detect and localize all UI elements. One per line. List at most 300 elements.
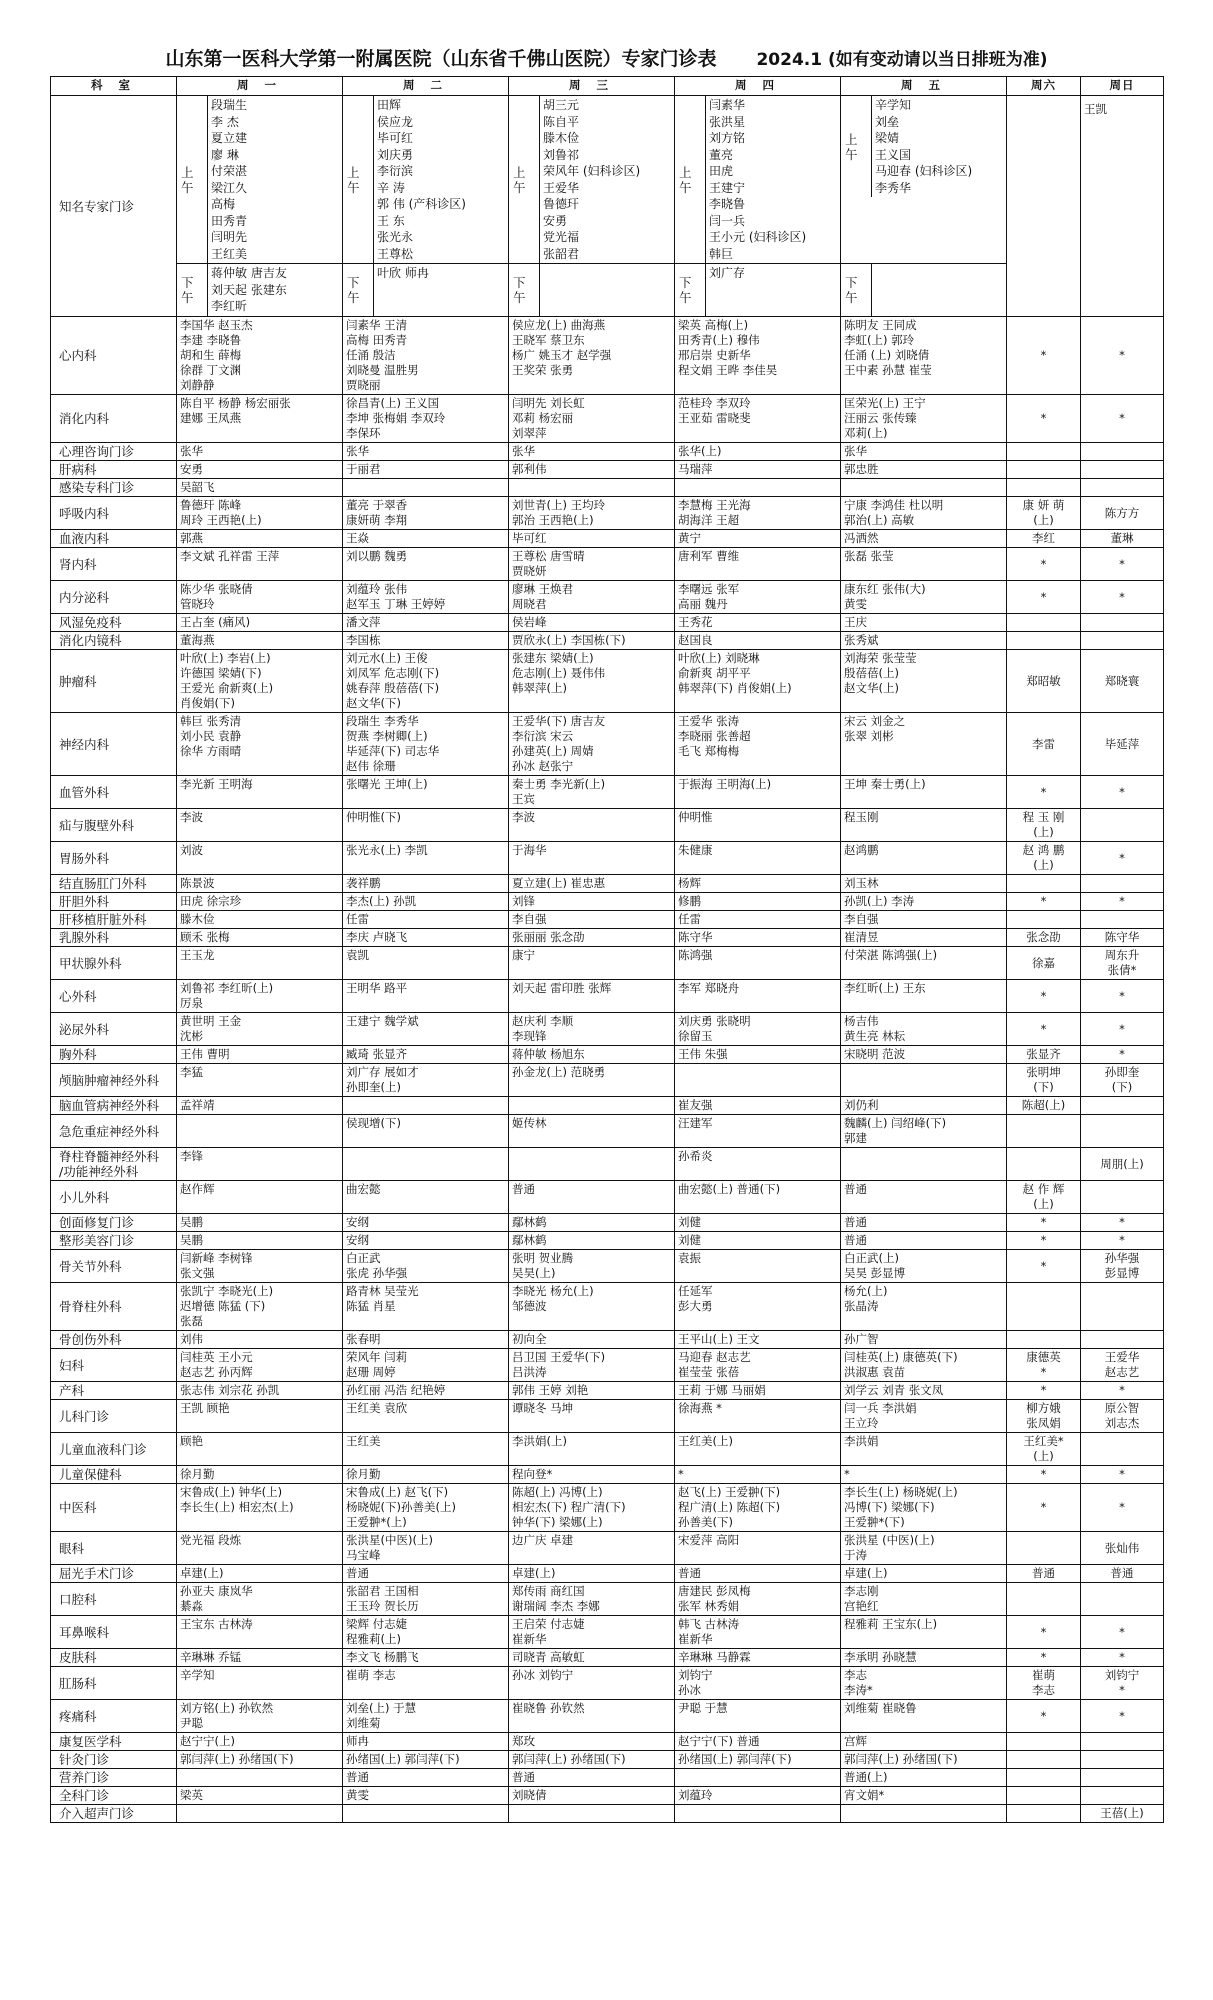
famous-fri-am — [841, 96, 1007, 264]
slot-mon: 顾艳 — [177, 1433, 343, 1466]
slot-sun: 孙即奎 (下) — [1081, 1064, 1164, 1097]
slot-sun: * — [1081, 1616, 1164, 1649]
slot-sun — [1081, 1115, 1164, 1148]
slot-sun — [1081, 632, 1164, 650]
schedule-row — [51, 1466, 1164, 1484]
slot-tue: 段瑞生 李秀华 贺燕 李树卿(上) 毕延萍(下) 司志华 赵伟 徐珊 — [343, 713, 509, 776]
slot-tue: 刘以鹏 魏勇 — [343, 548, 509, 581]
famous-mon-am — [177, 96, 343, 264]
slot-thu: 王平山(上) 王文 — [675, 1331, 841, 1349]
slot-sun — [1081, 1583, 1164, 1616]
slot-tue: 路青林 吴莹光 陈猛 肖星 — [343, 1283, 509, 1331]
dept-name: 肝病科 — [51, 461, 177, 479]
famous-tue-am — [343, 96, 509, 264]
slot-tue: 白正武 张虎 孙华强 — [343, 1250, 509, 1283]
slot-fri: 普通 — [841, 1232, 1007, 1250]
dept-name: 结直肠肛门外科 — [51, 875, 177, 893]
slot-fri: 康东红 张伟(大) 黄雯 — [841, 581, 1007, 614]
famous-sun: 王凯 — [1081, 96, 1164, 317]
slot-thu: 曲宏懿(上) 普通(下) — [675, 1181, 841, 1214]
famous-tue-pm — [343, 264, 509, 317]
dept-name: 骨创伤外科 — [51, 1331, 177, 1349]
slot-thu: 孙希炎 — [675, 1148, 841, 1181]
clinic-schedule-table — [50, 76, 1164, 1823]
slot-wed — [509, 1097, 675, 1115]
slot-wed: 普通 — [509, 1181, 675, 1214]
slot-thu: 马瑞萍 — [675, 461, 841, 479]
slot-mon: 陈自平 杨静 杨宏丽张 建娜 王凤燕 — [177, 395, 343, 443]
slot-sat — [1007, 1769, 1081, 1787]
slot-tue: 臧琦 张显齐 — [343, 1046, 509, 1064]
slot-wed: 鄢林鹤 — [509, 1214, 675, 1232]
am-label: 上 午 — [343, 96, 374, 263]
dept-name: 血液内科 — [51, 530, 177, 548]
slot-fri: 杨允(上) 张晶涛 — [841, 1283, 1007, 1331]
slot-mon: 李锋 — [177, 1148, 343, 1181]
slot-thu — [675, 1064, 841, 1097]
slot-sat: 李雷 — [1007, 713, 1081, 776]
slot-fri: 冯洒然 — [841, 530, 1007, 548]
dept-name: 口腔科 — [51, 1583, 177, 1616]
schedule-row — [51, 650, 1164, 713]
slot-sun — [1081, 875, 1164, 893]
slot-tue: 王红美 — [343, 1433, 509, 1466]
schedule-row — [51, 395, 1164, 443]
slot-tue — [343, 1805, 509, 1823]
schedule-row — [51, 497, 1164, 530]
slot-wed: 李洪娟(上) — [509, 1433, 675, 1466]
dept-name: 疝与腹壁外科 — [51, 809, 177, 842]
slot-wed: 郑传雨 商红国 谢瑞阔 李杰 李娜 — [509, 1583, 675, 1616]
slot-sat — [1007, 1805, 1081, 1823]
slot-sat: * — [1007, 1013, 1081, 1046]
dept-name: 胸外科 — [51, 1046, 177, 1064]
slot-wed: 谭晓冬 马坤 — [509, 1400, 675, 1433]
dept-name: 乳腺外科 — [51, 929, 177, 947]
schedule-row — [51, 1649, 1164, 1667]
slot-thu: 张华(上) — [675, 443, 841, 461]
dept-name: 甲状腺外科 — [51, 947, 177, 980]
schedule-row — [51, 614, 1164, 632]
slot-tue: 任雷 — [343, 911, 509, 929]
col-header-dept: 科 室 — [51, 77, 177, 96]
slot-wed: 张明 贺业腾 吴昊(上) — [509, 1250, 675, 1283]
slot-tue: 张洪星(中医)(上) 马宝峰 — [343, 1532, 509, 1565]
slot-mon: 王凯 顾艳 — [177, 1400, 343, 1433]
famous-thu-am — [675, 96, 841, 264]
slot-tue: 普通 — [343, 1769, 509, 1787]
schedule-row — [51, 443, 1164, 461]
slot-thu: 陈守华 — [675, 929, 841, 947]
slot-sun: * — [1081, 842, 1164, 875]
dept-name: 脑血管病神经外科 — [51, 1097, 177, 1115]
slot-wed: 刘世青(上) 王均玲 郭治 王西艳(上) — [509, 497, 675, 530]
slot-thu — [675, 1805, 841, 1823]
schedule-row — [51, 1115, 1164, 1148]
slot-tue: 刘元水(上) 王俊 刘凤军 危志刚(下) 姚春萍 殷蓓蓓(下) 赵文华(下) — [343, 650, 509, 713]
slot-sat: * — [1007, 1232, 1081, 1250]
slot-wed: 王启荣 付志婕 崔新华 — [509, 1616, 675, 1649]
slot-thu: 赵国良 — [675, 632, 841, 650]
slot-wed: 蒋仲敏 杨旭东 — [509, 1046, 675, 1064]
slot-tue: 于丽君 — [343, 461, 509, 479]
famous-wed-pm — [509, 264, 675, 317]
am-label: 上 午 — [177, 96, 208, 263]
title-date-note: 2024.1 (如有变动请以当日排班为准) — [756, 50, 1048, 70]
slot-sun: * — [1081, 980, 1164, 1013]
slot-sun: * — [1081, 395, 1164, 443]
dept-name: 肝移植肝脏外科 — [51, 911, 177, 929]
slot-tue: 徐月勤 — [343, 1466, 509, 1484]
slot-wed: 边广庆 卓建 — [509, 1532, 675, 1565]
slot-sun: * — [1081, 1649, 1164, 1667]
slot-mon: 孙亚夫 康岚华 綦淼 — [177, 1583, 343, 1616]
schedule-row — [51, 1181, 1164, 1214]
dept-name: 儿童血液科门诊 — [51, 1433, 177, 1466]
slot-sun: 董琳 — [1081, 530, 1164, 548]
slot-wed: 初向全 — [509, 1331, 675, 1349]
slot-tue: 李杰(上) 孙凯 — [343, 893, 509, 911]
slot-tue: 张春明 — [343, 1331, 509, 1349]
am-label: 上 午 — [675, 96, 706, 263]
dept-name: 肛肠科 — [51, 1667, 177, 1700]
slot-mon: 鲁德玕 陈峰 周玲 王西艳(上) — [177, 497, 343, 530]
slot-mon: 董海燕 — [177, 632, 343, 650]
slot-wed — [509, 1805, 675, 1823]
dept-name: 骨脊柱外科 — [51, 1283, 177, 1331]
slot-mon: 孟祥靖 — [177, 1097, 343, 1115]
slot-mon: 顾禾 张梅 — [177, 929, 343, 947]
dept-name: 心外科 — [51, 980, 177, 1013]
schedule-row — [51, 1382, 1164, 1400]
slot-sun: 陈方方 — [1081, 497, 1164, 530]
schedule-row — [51, 1400, 1164, 1433]
slot-sat: * — [1007, 1484, 1081, 1532]
slot-fri: 李承明 孙晓慧 — [841, 1649, 1007, 1667]
slot-mon: 王占奎 (痛风) — [177, 614, 343, 632]
slot-wed: 毕可红 — [509, 530, 675, 548]
slot-sun — [1081, 479, 1164, 497]
slot-thu: 汪建军 — [675, 1115, 841, 1148]
slot-fri: 张洪星 (中医)(上) 于涛 — [841, 1532, 1007, 1565]
schedule-row — [51, 1064, 1164, 1097]
famous-expert-row-pm — [51, 264, 1164, 317]
slot-tue: 孙红丽 冯浩 纪艳婷 — [343, 1382, 509, 1400]
slot-tue: 张曙光 王坤(上) — [343, 776, 509, 809]
slot-sat — [1007, 1751, 1081, 1769]
slot-tue: 袁凯 — [343, 947, 509, 980]
slot-mon — [177, 1115, 343, 1148]
slot-sun — [1081, 1769, 1164, 1787]
slot-thu: 王秀花 — [675, 614, 841, 632]
slot-sun: 周朋(上) — [1081, 1148, 1164, 1181]
slot-sun — [1081, 614, 1164, 632]
slot-sun — [1081, 911, 1164, 929]
slot-sat — [1007, 1148, 1081, 1181]
slot-wed: 姬传林 — [509, 1115, 675, 1148]
slot-wed: 康宁 — [509, 947, 675, 980]
schedule-row — [51, 929, 1164, 947]
slot-sun: * — [1081, 1046, 1164, 1064]
slot-sat: * — [1007, 893, 1081, 911]
slot-mon: 滕木俭 — [177, 911, 343, 929]
slot-thu: 黄宁 — [675, 530, 841, 548]
slot-fri: 赵鸿鹏 — [841, 842, 1007, 875]
slot-fri: 刘仍利 — [841, 1097, 1007, 1115]
slot-mon: 刘波 — [177, 842, 343, 875]
slot-fri — [841, 1148, 1007, 1181]
slot-thu: 刘庆勇 张晓明 徐留玉 — [675, 1013, 841, 1046]
slot-wed: 郭利伟 — [509, 461, 675, 479]
slot-wed: 王爱华(下) 唐吉友 李衍滨 宋云 孙建英(上) 周婧 孙冰 赵张宁 — [509, 713, 675, 776]
slot-thu: 赵飞(上) 王爱翀(下) 程广清(上) 陈超(下) 孙善美(下) — [675, 1484, 841, 1532]
slot-sat — [1007, 1283, 1081, 1331]
slot-sun: * — [1081, 1382, 1164, 1400]
slot-tue: 王明华 路平 — [343, 980, 509, 1013]
slot-fri — [841, 1805, 1007, 1823]
slot-sun: 普通 — [1081, 1565, 1164, 1583]
schedule-row — [51, 947, 1164, 980]
slot-fri: 李洪娟 — [841, 1433, 1007, 1466]
slot-thu: 唐利军 曹维 — [675, 548, 841, 581]
slot-tue: 普通 — [343, 1565, 509, 1583]
slot-tue: 袭祥鹏 — [343, 875, 509, 893]
slot-mon: 张华 — [177, 443, 343, 461]
slot-fri: 普通 — [841, 1181, 1007, 1214]
slot-fri: 郭闫萍(上) 孙绪国(下) — [841, 1751, 1007, 1769]
dept-name: 感染专科门诊 — [51, 479, 177, 497]
col-header-sun: 周日 — [1081, 77, 1164, 96]
famous-fri-pm — [841, 264, 1007, 317]
slot-wed: 吕卫国 王爱华(下) 吕洪涛 — [509, 1349, 675, 1382]
slot-sun: * — [1081, 1214, 1164, 1232]
slot-wed: 刘晓倩 — [509, 1787, 675, 1805]
slot-tue: 徐昌青(上) 王义国 李坤 张梅娟 李双玲 李保环 — [343, 395, 509, 443]
dept-name: 血管外科 — [51, 776, 177, 809]
slot-sun: * — [1081, 1484, 1164, 1532]
slot-wed: 司晓青 高敏虹 — [509, 1649, 675, 1667]
slot-sun: * — [1081, 776, 1164, 809]
slot-sun — [1081, 1331, 1164, 1349]
slot-tue: 王红美 袁欣 — [343, 1400, 509, 1433]
schedule-row — [51, 1751, 1164, 1769]
slot-sat: 赵 作 辉 (上) — [1007, 1181, 1081, 1214]
slot-thu — [675, 479, 841, 497]
slot-wed: 王尊松 唐雪晴 贾晓妍 — [509, 548, 675, 581]
slot-sun: * — [1081, 1013, 1164, 1046]
slot-mon: 吴鹏 — [177, 1232, 343, 1250]
slot-thu: 辛琳琳 马静霖 — [675, 1649, 841, 1667]
slot-sat: 张显齐 — [1007, 1046, 1081, 1064]
slot-sat: * — [1007, 1250, 1081, 1283]
slot-tue: 黄雯 — [343, 1787, 509, 1805]
slot-wed: 闫明先 刘长虹 邓莉 杨宏丽 刘翠萍 — [509, 395, 675, 443]
famous-thu-pm-names: 刘广存 — [709, 266, 746, 280]
slot-mon: 韩巨 张秀清 刘小民 袁静 徐华 方雨晴 — [177, 713, 343, 776]
dept-name: 康复医学科 — [51, 1733, 177, 1751]
slot-thu: 杨辉 — [675, 875, 841, 893]
slot-fri: 李自强 — [841, 911, 1007, 929]
dept-name: 急危重症神经外科 — [51, 1115, 177, 1148]
slot-wed: 廖琳 王焕君 周晓君 — [509, 581, 675, 614]
slot-sat: * — [1007, 395, 1081, 443]
dept-name: 营养门诊 — [51, 1769, 177, 1787]
slot-wed — [509, 479, 675, 497]
slot-wed: 孙冰 刘钧宁 — [509, 1667, 675, 1700]
famous-tue-am-names: 田辉 侯应龙 毕可红 刘庆勇 李衍滨 辛 涛 郭 伟 (产科诊区) 王 东 张光永 王尊松 — [377, 98, 466, 261]
slot-wed: 秦士勇 李光新(上) 王宾 — [509, 776, 675, 809]
slot-thu: 王红美(上) — [675, 1433, 841, 1466]
slot-sat: 崔萌 李志 — [1007, 1667, 1081, 1700]
slot-mon: 李光新 王明海 — [177, 776, 343, 809]
slot-mon: 宋鲁成(上) 钟华(上) 李长生(上) 相宏杰(上) — [177, 1484, 343, 1532]
slot-tue: 师冉 — [343, 1733, 509, 1751]
schedule-row — [51, 1583, 1164, 1616]
slot-wed: 普通 — [509, 1769, 675, 1787]
schedule-row — [51, 530, 1164, 548]
slot-wed: 贾欣永(上) 李国栋(下) — [509, 632, 675, 650]
slot-sat: 郑昭敏 — [1007, 650, 1081, 713]
slot-tue: 董亮 于翠香 康妍萌 李翔 — [343, 497, 509, 530]
slot-thu: 仲明惟 — [675, 809, 841, 842]
dept-name: 颅脑肿瘤神经外科 — [51, 1064, 177, 1097]
slot-thu: 梁英 高梅(上) 田秀青(上) 穆伟 邢启崇 史新华 程文娟 王晔 李佳昊 — [675, 317, 841, 395]
slot-sat: * — [1007, 1466, 1081, 1484]
slot-sun — [1081, 443, 1164, 461]
slot-fri: 郭忠胜 — [841, 461, 1007, 479]
pm-label: 下 午 — [841, 264, 872, 316]
dept-name: 骨关节外科 — [51, 1250, 177, 1283]
slot-fri: 王庆 — [841, 614, 1007, 632]
slot-thu: 于振海 王明海(上) — [675, 776, 841, 809]
slot-fri: 李长生(上) 杨晓妮(上) 冯博(下) 梁娜(下) 王爱翀*(下) — [841, 1484, 1007, 1532]
slot-wed: 张建东 梁婧(上) 危志刚(上) 聂伟伟 韩翠萍(上) — [509, 650, 675, 713]
slot-fri — [841, 1064, 1007, 1097]
slot-mon: 张志伟 刘宗花 孙凯 — [177, 1382, 343, 1400]
slot-wed: 赵庆利 李顺 李现锋 — [509, 1013, 675, 1046]
col-header-thu: 周 四 — [675, 77, 841, 96]
slot-sat — [1007, 632, 1081, 650]
famous-fri-am-names: 辛学知 刘垒 梁婧 王义国 马迎春 (妇科诊区) 李秀华 — [875, 98, 973, 195]
slot-mon: 闫桂英 王小元 赵志艺 孙丙辉 — [177, 1349, 343, 1382]
schedule-row — [51, 980, 1164, 1013]
schedule-row — [51, 1433, 1164, 1466]
schedule-row — [51, 893, 1164, 911]
slot-wed: 夏立建(上) 崔忠惠 — [509, 875, 675, 893]
slot-mon: 吴鹏 — [177, 1214, 343, 1232]
dept-name: 肾内科 — [51, 548, 177, 581]
slot-fri: 匡荣光(上) 王宁 汪丽云 张传臻 邓莉(上) — [841, 395, 1007, 443]
slot-mon: 刘鲁祁 李红昕(上) 厉泉 — [177, 980, 343, 1013]
slot-mon: 李国华 赵玉杰 李建 李晓鲁 胡和生 薛梅 徐群 丁文渊 刘静静 — [177, 317, 343, 395]
slot-thu: 王伟 朱强 — [675, 1046, 841, 1064]
dept-famous-experts: 知名专家门诊 — [51, 96, 177, 317]
schedule-row — [51, 911, 1164, 929]
slot-sun: 周东升 张倩* — [1081, 947, 1164, 980]
slot-tue: 李庆 卢晓飞 — [343, 929, 509, 947]
dept-name: 肝胆外科 — [51, 893, 177, 911]
slot-mon: 卓建(上) — [177, 1565, 343, 1583]
slot-sun — [1081, 1787, 1164, 1805]
slot-mon: 赵作辉 — [177, 1181, 343, 1214]
slot-thu: 任延军 彭大勇 — [675, 1283, 841, 1331]
slot-sat — [1007, 1115, 1081, 1148]
schedule-row — [51, 632, 1164, 650]
dept-name: 疼痛科 — [51, 1700, 177, 1733]
slot-mon: 李猛 — [177, 1064, 343, 1097]
schedule-row — [51, 1565, 1164, 1583]
slot-tue: 张韶君 王国相 王玉玲 贺长历 — [343, 1583, 509, 1616]
slot-tue: 梁辉 付志婕 程雅莉(上) — [343, 1616, 509, 1649]
dept-name: 内分泌科 — [51, 581, 177, 614]
slot-fri: 白正武(上) 吴昊 彭显博 — [841, 1250, 1007, 1283]
slot-wed: 卓建(上) — [509, 1565, 675, 1583]
schedule-row — [51, 1283, 1164, 1331]
slot-sat: 康德英 * — [1007, 1349, 1081, 1382]
slot-fri: 宋晓明 范波 — [841, 1046, 1007, 1064]
slot-sat: 普通 — [1007, 1565, 1081, 1583]
slot-fri — [841, 479, 1007, 497]
slot-wed: 刘锋 — [509, 893, 675, 911]
schedule-row — [51, 461, 1164, 479]
slot-sat: * — [1007, 1649, 1081, 1667]
schedule-row — [51, 1700, 1164, 1733]
slot-fri: 王坤 秦士勇(上) — [841, 776, 1007, 809]
slot-sun: * — [1081, 548, 1164, 581]
col-header-wed: 周 三 — [509, 77, 675, 96]
slot-fri: 宋云 刘金之 张翠 刘彬 — [841, 713, 1007, 776]
schedule-title — [50, 44, 1163, 76]
slot-wed: 郭伟 王婷 刘艳 — [509, 1382, 675, 1400]
slot-thu: 唐建民 彭凤梅 张军 林秀娟 — [675, 1583, 841, 1616]
slot-wed: 侯应龙(上) 曲海燕 王晓军 蔡卫东 杨广 姚玉才 赵学强 王奖荣 张勇 — [509, 317, 675, 395]
slot-sat: * — [1007, 1382, 1081, 1400]
slot-fri: 陈明友 王同成 李虹(上) 郭玲 任涌 (上) 刘晓倩 王中素 孙慧 崔莹 — [841, 317, 1007, 395]
slot-mon: 赵宁宁(上) — [177, 1733, 343, 1751]
dept-name: 胃肠外科 — [51, 842, 177, 875]
slot-sun — [1081, 1433, 1164, 1466]
slot-mon: 郭燕 — [177, 530, 343, 548]
slot-fri: 刘学云 刘青 张文凤 — [841, 1382, 1007, 1400]
slot-tue: 刘蕴玲 张伟 赵军玉 丁琳 王婷婷 — [343, 581, 509, 614]
slot-tue: 李文飞 杨鹏飞 — [343, 1649, 509, 1667]
schedule-row — [51, 1484, 1164, 1532]
am-label: 上 午 — [841, 96, 872, 197]
slot-sun: 王爱华 赵志艺 — [1081, 1349, 1164, 1382]
slot-thu: * — [675, 1466, 841, 1484]
slot-fri: 杨吉伟 黄生亮 林耘 — [841, 1013, 1007, 1046]
dept-name: 风湿免疫科 — [51, 614, 177, 632]
slot-thu: 王爱华 张涛 李晓丽 张善超 毛飞 郑梅梅 — [675, 713, 841, 776]
slot-wed: 孙金龙(上) 范晓勇 — [509, 1064, 675, 1097]
famous-tue-pm-names: 叶欣 师冉 — [377, 266, 429, 280]
slot-tue: 安纲 — [343, 1232, 509, 1250]
slot-wed: 陈超(上) 冯博(上) 相宏杰(下) 程广清(下) 钟华(下) 梁娜(上) — [509, 1484, 675, 1532]
slot-fri: 付荣湛 陈鸿强(上) — [841, 947, 1007, 980]
slot-fri: 宵文娟* — [841, 1787, 1007, 1805]
slot-sun: 毕延萍 — [1081, 713, 1164, 776]
pm-label: 下 午 — [509, 264, 540, 316]
slot-fri: 李志 李涛* — [841, 1667, 1007, 1700]
slot-mon — [177, 1769, 343, 1787]
dept-name: 肿瘤科 — [51, 650, 177, 713]
slot-tue: 闫素华 王清 高梅 田秀青 任涌 殷洁 刘晓曼 温胜男 贾晓丽 — [343, 317, 509, 395]
slot-fri: 刘玉林 — [841, 875, 1007, 893]
slot-fri: 刘海荣 张莹莹 殷蓓蓓(上) 赵文华(上) — [841, 650, 1007, 713]
slot-thu: 王莉 于娜 马丽娟 — [675, 1382, 841, 1400]
slot-sat: 张念劭 — [1007, 929, 1081, 947]
slot-mon: 吴韶飞 — [177, 479, 343, 497]
